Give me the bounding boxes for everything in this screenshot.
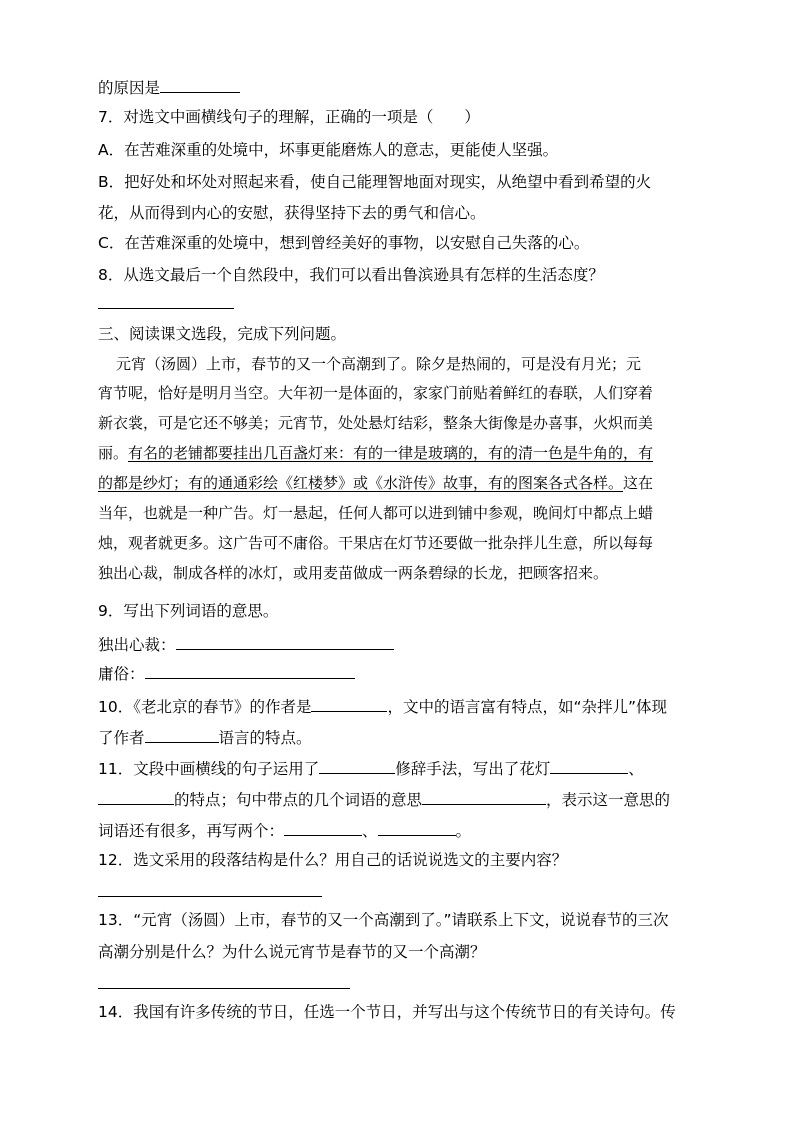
q9-word-2-label: 庸俗：: [98, 665, 145, 683]
q11-text-g: 、: [362, 822, 378, 840]
q11-meaning-blank[interactable]: [422, 789, 546, 805]
underlined-sentence-part2: 的都是纱灯；有的通通彩绘《红楼梦》或《水浒传》故事，有的图案各式各样。: [98, 474, 624, 492]
passage-line-1: 元宵（汤圆）上市，春节的又一个高潮到了。除夕是热闹的，可是没有月光；元: [116, 355, 642, 373]
q7-option-b-line2[interactable]: 花，从而得到内心的安慰，获得坚持下去的勇气和信心。: [98, 204, 486, 222]
q9-word-2-blank[interactable]: [145, 663, 355, 679]
passage-line-5-end: 这在: [623, 474, 654, 492]
q12-answer-line[interactable]: [98, 896, 322, 897]
q10-text-d: 语言的特点。: [218, 729, 312, 747]
q11-text-h: 。: [455, 822, 472, 840]
q10-text-a: 10．《老北京的春节》的作者是: [98, 698, 312, 716]
passage-line-4-start: 丽。: [98, 444, 129, 462]
q11-rhetoric-blank[interactable]: [319, 758, 395, 774]
q9-word-1-label: 独出心裁：: [98, 636, 176, 654]
q10-text-b: ，文中的语言富有特点，如“杂拌儿”体现: [387, 698, 668, 716]
passage-line-6: 当年，也就是一种广告。灯一悬起，任何人都可以进到铺中参观，晚间灯中都点上蜡: [98, 504, 654, 522]
passage-line-7: 烛，观者就更多。这广告可不庸俗。干果店在灯节还要做一批杂拌儿生意，所以每每: [98, 534, 654, 552]
section3-title: 三、阅读课文选段，完成下列问题。: [98, 325, 347, 343]
q10-text-c: 了作者: [98, 729, 145, 747]
q13-line-1: 13．“元宵（汤圆）上市，春节的又一个高潮到了。”请联系上下文，说说春节的三次: [98, 911, 669, 929]
passage-line-3: 新衣裳，可是它还不够美；元宵节，处处悬灯结彩，整条大街像是办喜事，火炽而美: [98, 414, 654, 432]
q7-stem: 7．对选文中画横线句子的理解，正确的一项是（ ）: [98, 108, 480, 126]
q11-feature-blank-1[interactable]: [550, 758, 628, 774]
q11-text-e: ，表示这一意思的: [546, 791, 671, 809]
q6-text: 的原因是: [98, 79, 161, 97]
q10-author-blank[interactable]: [311, 696, 387, 712]
passage-line-4: [98, 443, 653, 463]
q11-text-a: 11．文段中画横线的句子运用了: [98, 760, 320, 778]
q11-text-f: 词语还有很多，再写两个：: [98, 822, 285, 840]
q9-word-1: [98, 634, 394, 655]
q8-answer-line[interactable]: [98, 308, 234, 309]
q11-text-d: 的特点；句中带点的几个词语的意思: [174, 791, 423, 809]
q11-line-1: [98, 758, 644, 779]
q11-line-2: [98, 789, 670, 810]
q11-feature-blank-2[interactable]: [98, 789, 174, 805]
underlined-sentence-part1: 有名的老铺都要挂出几百盏灯来：有的一律是玻璃的，有的清一色是牛角的，有: [128, 444, 654, 462]
q9-word-2: [98, 663, 355, 684]
q14-line-1: 14．我国有许多传统的节日，任选一个节日，并写出与这个传统节日的有关诗句。传: [98, 1003, 676, 1021]
q11-word-blank-2[interactable]: [378, 820, 456, 836]
q9-word-1-blank[interactable]: [176, 634, 394, 650]
q9-stem: 9．写出下列词语的意思。: [98, 602, 279, 620]
passage-line-2: 宵节呢，恰好是明月当空。大年初一是体面的，家家门前贴着鲜红的春联，人们穿着: [98, 384, 654, 402]
q10-line-2: [98, 727, 312, 748]
q13-answer-line[interactable]: [98, 988, 350, 989]
q12-stem: 12．选文采用的段落结构是什么？用自己的话说说选文的主要内容？: [98, 851, 568, 869]
q11-word-blank-1[interactable]: [284, 820, 362, 836]
q13-line-2: 高潮分别是什么？为什么说元宵节是春节的又一个高潮？: [98, 943, 486, 961]
q11-text-b: 修辞手法，写出了花灯: [395, 760, 551, 778]
q11-text-c: 、: [628, 760, 644, 778]
q7-option-a[interactable]: A．在苦难深重的处境中，坏事更能磨炼人的意志，更能使人坚强。: [98, 141, 559, 159]
q10-line-1: [98, 696, 667, 717]
q7-option-b-line1[interactable]: B．把好处和坏处对照起来看，使自己能理智地面对现实，从绝望中看到希望的火: [98, 173, 652, 191]
q6-answer-blank[interactable]: [160, 77, 240, 93]
passage-line-5: [98, 473, 653, 493]
q10-language-blank[interactable]: [145, 727, 219, 743]
q6-line: [98, 77, 240, 98]
passage-line-8: 独出心裁，制成各样的冰灯，或用麦苗做成一两条碧绿的长龙，把顾客招来。: [98, 564, 609, 582]
q11-line-3: [98, 820, 471, 841]
q7-option-c[interactable]: C．在苦难深重的处境中，想到曾经美好的事物，以安慰自己失落的心。: [98, 234, 590, 252]
q8-stem: 8．从选文最后一个自然段中，我们可以看出鲁滨逊具有怎样的生活态度？: [98, 266, 604, 284]
